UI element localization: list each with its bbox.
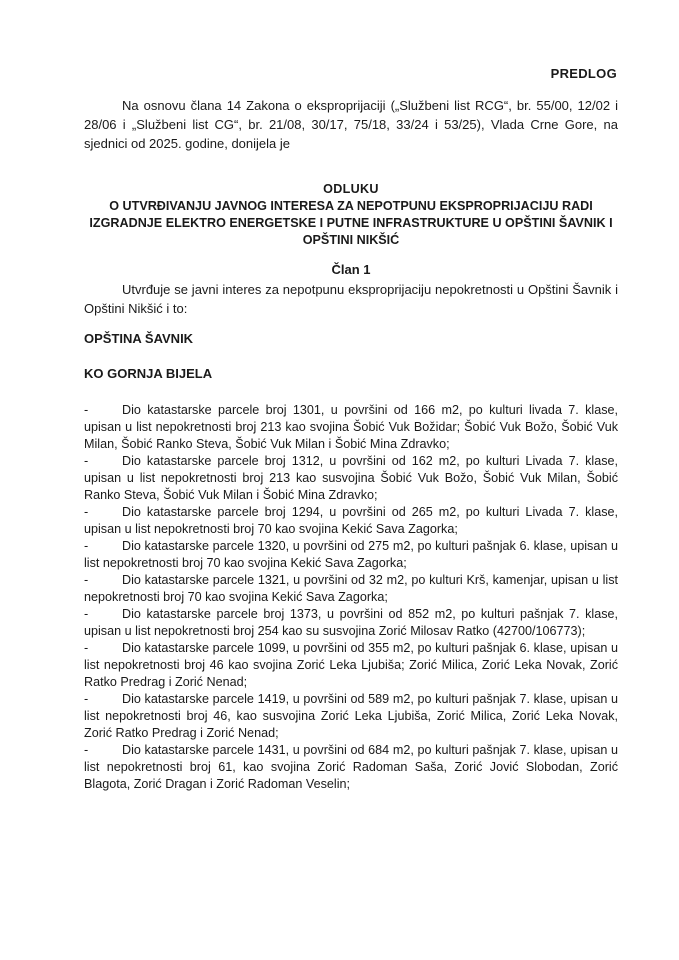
parcel-text: Dio katastarske parcele 1320, u površini od 275 m2, po kulturi pašnjak 6. klase, upisan u list nepokretnosti broj 70 kao svojina Kekić Sava Zagorka;	[84, 539, 618, 570]
decision-title	[84, 181, 618, 249]
article-text: Utvrđuje se javni interes za nepotpunu eksproprijaciju nepokretnosti u Opštini Šavnik i Opštini Nikšić i to:	[84, 282, 618, 316]
list-dash: -	[84, 607, 89, 621]
parcel-item	[84, 453, 618, 504]
parcel-item	[84, 572, 618, 606]
list-dash: -	[84, 573, 89, 587]
parcel-text: Dio katastarske parcele 1431, u površini od 684 m2, po kulturi pašnjak 7. klase, upisan u list nepokretnosti broj 61, kao svojina Zorić Radoman Saša, Zorić Jović Slobodan, Zorić Blagota, Zorić Dragan i Zorić Radoman Veselin;	[84, 743, 618, 791]
parcel-text: Dio katastarske parcele broj 1294, u površini od 265 m2, po kulturi Livada 7. klase, upisan u list nepokretnosti broj 70 kao svojina Kekić Sava Zagorka;	[84, 505, 618, 536]
parcel-item	[84, 691, 618, 742]
parcel-text: Dio katastarske parcele broj 1312, u površini od 162 m2, po kulturi Livada 7. klase, upisan u list nepokretnosti broj 213 kao susvojina Šobić Vuk Božo, Šobić Vuk Milan, Šobić Ranko Steva, Šobić Vuk Milan i Šobić Mina Zdravko;	[84, 454, 618, 502]
parcel-text: Dio katastarske parcele broj 1301, u površini od 166 m2, po kulturi livada 7. klase, upisan u list nepokretnosti broj 213 kao svojina Šobić Vuk Božidar; Šobić Vuk Božo, Šobić Vuk Milan, Šobić Ranko Steva, Šobić Vuk Milan i Šobić Mina Zdravko;	[84, 403, 618, 451]
parcel-text: Dio katastarske parcele 1419, u površini od 589 m2, po kulturi pašnjak 7. klase, upisan u list nepokretnosti broj 46, kao susvojina Zorić Leka Ljubiša, Zorić Milica, Zorić Leka Novak, Zorić Ratko Predrag i Zorić Nenad;	[84, 692, 618, 740]
list-dash: -	[84, 505, 89, 519]
list-dash: -	[84, 539, 89, 553]
list-dash: -	[84, 403, 89, 417]
parcel-text: Dio katastarske parcele 1321, u površini od 32 m2, po kulturi Krš, kamenjar, upisan u list nepokretnosti broj 70 kao svojina Kekić Sava Zagorka;	[84, 573, 618, 604]
parcel-item	[84, 640, 618, 691]
article-heading: Član 1	[331, 262, 371, 277]
decision-title-subject: O UTVRĐIVANJU JAVNOG INTERESA ZA NEPOTPUNU EKSPROPRIJACIJU RADI IZGRADNJE ELEKTRO ENERGETSKE I PUTNE INFRASTRUKTURE U OPŠTINI ŠAVNIK I OPŠTINI NIKŠIĆ	[89, 199, 613, 247]
parcel-text: Dio katastarske parcele broj 1373, u površini od 852 m2, po kulturi pašnjak 7. klase, upisan u list nepokretnosti broj 254 kao su susvojina Zorić Milosav Ratko (42700/106773);	[84, 607, 618, 638]
list-dash: -	[84, 743, 89, 757]
list-dash: -	[84, 641, 89, 655]
parcel-item	[84, 402, 618, 453]
cadastral-zone-heading: KO GORNJA BIJELA	[84, 366, 213, 381]
parcel-item	[84, 742, 618, 793]
list-dash: -	[84, 454, 89, 468]
municipality-heading: OPŠTINA ŠAVNIK	[84, 331, 194, 346]
list-dash: -	[84, 692, 89, 706]
legal-basis-paragraph	[84, 96, 618, 153]
parcel-item	[84, 606, 618, 640]
parcel-text: Dio katastarske parcele 1099, u površini od 355 m2, po kulturi pašnjak 6. klase, upisan u list nepokretnosti broj 46 kao svojina Zorić Leka Ljubiša; Zorić Milica, Zorić Leka Novak, Zorić Ratko Predrag i Zorić Nenad;	[84, 641, 618, 689]
parcel-item	[84, 538, 618, 572]
parcel-item	[84, 504, 618, 538]
article-paragraph	[84, 280, 618, 318]
document-status-label: PREDLOG	[550, 66, 617, 81]
parcel-list	[84, 402, 618, 793]
legal-basis-text: Na osnovu člana 14 Zakona o eksproprijaciji („Službeni list RCG“, br. 55/00, 12/02 i 28/06 i „Službeni list CG“, br. 21/08, 30/17, 75/18, 33/24 i 53/25), Vlada Crne Gore, na sjednici od 2025. godine, donijela je	[84, 98, 618, 151]
decision-title-heading: ODLUKU	[323, 182, 379, 196]
